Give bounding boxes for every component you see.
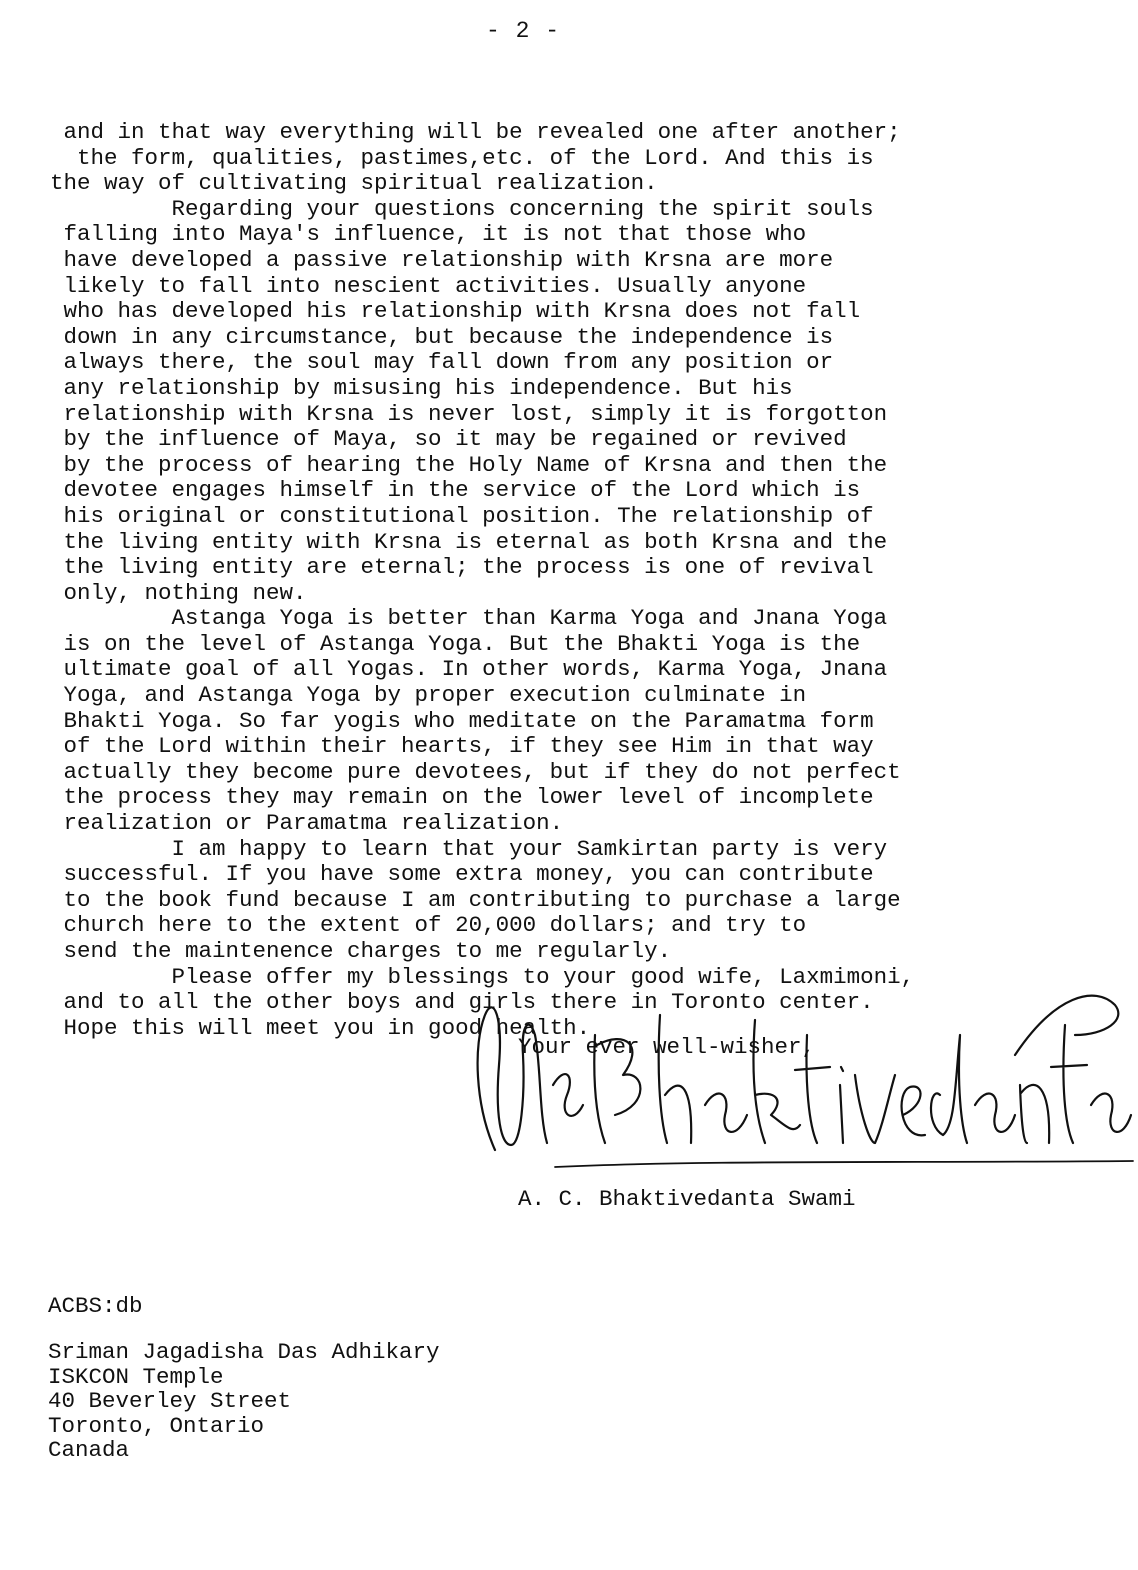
body-line: actually they become pure devotees, but if they do not perfect xyxy=(50,758,901,785)
body-line: Please offer my blessings to your good wife, Laxmimoni, xyxy=(50,963,915,990)
body-line: the living entity with Krsna is eternal as both Krsna and the xyxy=(50,528,888,555)
recipient-address xyxy=(48,1340,440,1463)
body-line: to the book fund because I am contributing to purchase a large xyxy=(50,886,901,913)
address-line: Sriman Jagadisha Das Adhikary xyxy=(48,1339,440,1365)
body-line: successful. If you have some extra money, you can contribute xyxy=(50,861,874,888)
body-line: only, nothing new. xyxy=(50,579,307,606)
body-line: of the Lord within their hearts, if they see Him in that way xyxy=(50,733,874,760)
body-line: Astanga Yoga is better than Karma Yoga and Jnana Yoga xyxy=(50,605,888,632)
body-line: Yoga, and Astanga Yoga by proper execution culminate in xyxy=(50,682,807,709)
body-line: down in any circumstance, but because the independence is xyxy=(50,323,834,350)
body-line: ultimate goal of all Yogas. In other words, Karma Yoga, Jnana xyxy=(50,656,888,683)
body-line: the process they may remain on the lower level of incomplete xyxy=(50,784,874,811)
body-line: Bhakti Yoga. So far yogis who meditate on the Paramatma form xyxy=(50,707,874,734)
body-line: relationship with Krsna is never lost, simply it is forgotton xyxy=(50,400,888,427)
address-line: ISKCON Temple xyxy=(48,1363,224,1390)
body-line: the living entity are eternal; the process is one of revival xyxy=(50,554,874,581)
body-line: the form, qualities, pastimes,etc. of the Lord. And this is xyxy=(50,144,874,171)
page-number: - 2 - xyxy=(485,18,560,44)
body-line: devotee engages himself in the service of the Lord which is xyxy=(50,477,861,504)
address-line: 40 Beverley Street xyxy=(48,1388,292,1414)
body-line: always there, the soul may fall down from any position or xyxy=(50,349,834,376)
body-line: and to all the other boys and girls there in Toronto center. xyxy=(50,989,874,1016)
body-line: any relationship by misusing his independence. But his xyxy=(50,374,793,401)
address-line: Toronto, Ontario xyxy=(48,1412,265,1439)
body-line: and in that way everything will be revealed one after another; xyxy=(50,119,901,145)
body-line: I am happy to learn that your Samkirtan party is very xyxy=(50,835,888,862)
body-line: likely to fall into nescient activities. Usually anyone xyxy=(50,272,807,299)
body-line: Regarding your questions concerning the spirit souls xyxy=(50,195,874,222)
body-line: the way of cultivating spiritual realization. xyxy=(50,170,658,197)
body-line: is on the level of Astanga Yoga. But the Bhakti Yoga is the xyxy=(50,630,861,657)
body-line: send the maintenence charges to me regularly. xyxy=(50,938,672,964)
address-line: Canada xyxy=(48,1437,130,1463)
body-line: by the process of hearing the Holy Name of Krsna and then the xyxy=(50,451,888,478)
reference-initials: ACBS:db xyxy=(48,1293,143,1319)
body-line: church here to the extent of 20,000 dollars; and try to xyxy=(50,912,807,939)
body-line: his original or constitutional position. The relationship of xyxy=(50,502,874,529)
body-line: Hope this will meet you in good health. xyxy=(50,1014,591,1041)
letter-body xyxy=(50,120,1050,1041)
closing-salutation: Your ever well-wisher, xyxy=(518,1034,816,1060)
body-line: by the influence of Maya, so it may be regained or revived xyxy=(50,426,847,453)
body-line: who has developed his relationship with Krsna does not fall xyxy=(50,298,861,325)
signer-name: A. C. Bhaktivedanta Swami xyxy=(518,1186,856,1212)
body-line: falling into Maya's influence, it is not that those who xyxy=(50,221,807,248)
body-line: have developed a passive relationship with Krsna are more xyxy=(50,246,834,273)
handwritten-signature xyxy=(455,975,1135,1175)
signature-drawing xyxy=(455,975,1135,1175)
body-line: realization or Paramatma realization. xyxy=(50,810,564,837)
